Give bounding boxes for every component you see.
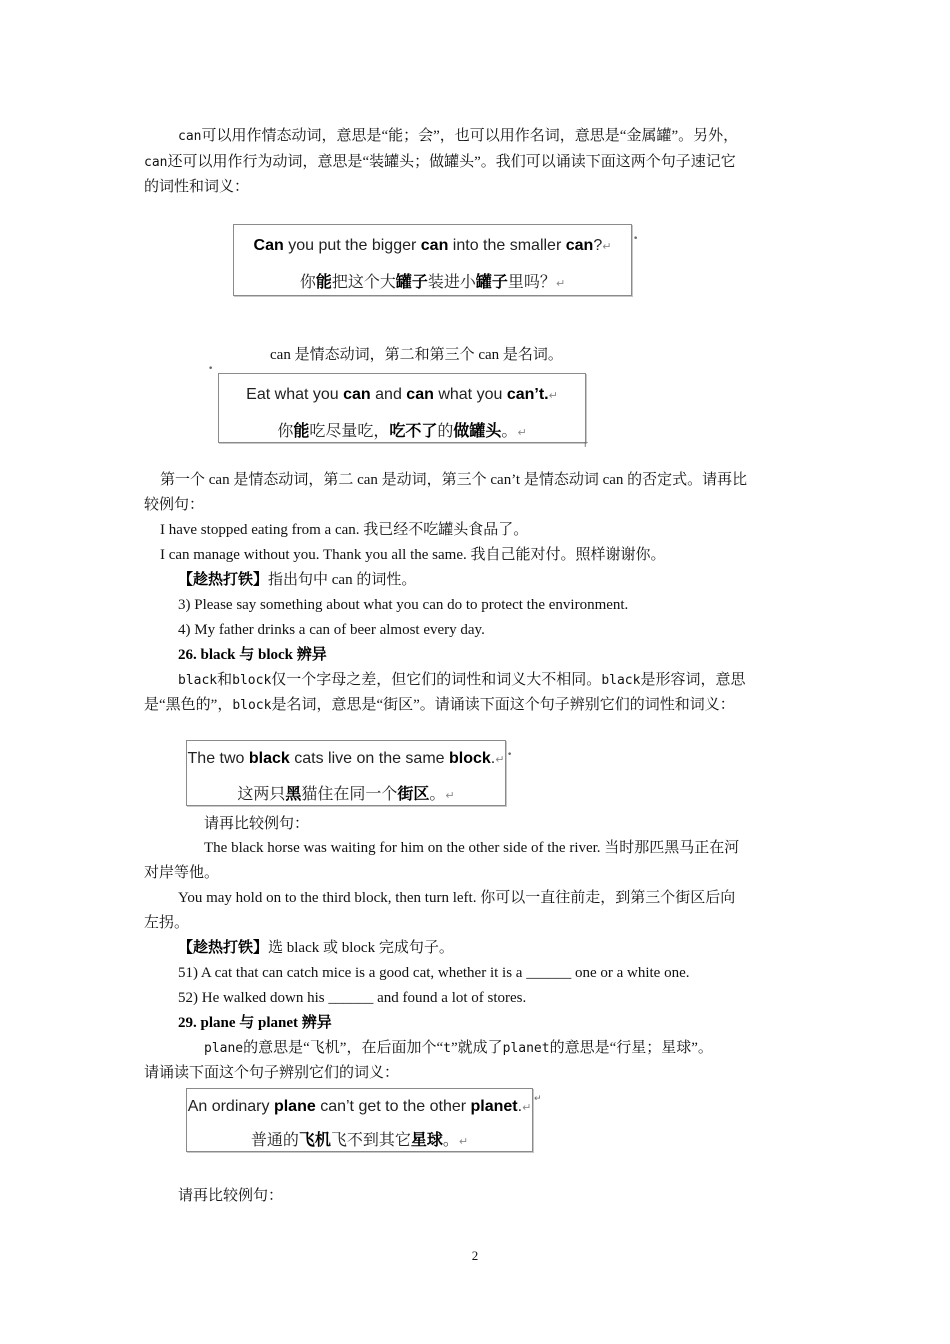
- anchor-mark-icon: •: [208, 364, 214, 374]
- compare-label: 请再比较例句：: [178, 1188, 284, 1204]
- exercise-item: 52) He walked down his ______ and found a lot of stores.: [178, 990, 527, 1006]
- anchor-mark-icon: ↵: [534, 1094, 542, 1104]
- example-chinese: [187, 781, 505, 804]
- keyword: 罐子: [395, 272, 428, 291]
- text: cats live on the same: [289, 750, 449, 767]
- text: 和: [217, 672, 233, 688]
- section-heading: 29. plane 与 planet 辨异: [178, 1015, 332, 1031]
- keyword: can: [565, 237, 594, 254]
- keyword: 黑: [285, 784, 302, 803]
- anchor-mark-icon: •: [633, 234, 639, 244]
- text: 是名词，意思是“街区”。请诵读下面这个句子辨别它们的词性和词义：: [271, 697, 735, 713]
- keyword: block: [449, 750, 491, 767]
- example-english: [234, 237, 631, 255]
- text: 猫住在同一个: [301, 784, 398, 803]
- text: 普通的: [250, 1130, 299, 1149]
- page-number: 2: [471, 1248, 479, 1263]
- example-sentence: I have stopped eating from a can. 我已经不吃罐头食品了。: [160, 522, 529, 538]
- example-sentence: I can manage without you. Thank you all the same. 我自己能对付。照样谢谢你。: [160, 547, 666, 563]
- text: ”就成了: [450, 1040, 503, 1056]
- word-can: can: [144, 155, 168, 170]
- text: 仅一个字母之差，但它们的词性和词义大不相同。: [271, 672, 602, 688]
- text: Eat what you: [246, 386, 344, 403]
- drill-title: 【趁热打铁】: [178, 572, 269, 588]
- keyword: 罐子: [475, 272, 508, 291]
- para1-line3: 的词性和词义：: [144, 179, 250, 195]
- keyword: black: [248, 750, 290, 767]
- para2-line2: 较例句：: [144, 497, 205, 513]
- keyword: can: [343, 386, 371, 403]
- text: can’t get to the other: [315, 1098, 471, 1115]
- example-sentence-cont: 左拐。: [144, 915, 190, 931]
- example-chinese: [219, 418, 585, 441]
- section-text-line2: 请诵读下面这个句子辨别它们的词义：: [144, 1065, 400, 1081]
- return-mark-icon: ↵: [495, 753, 505, 766]
- exercise-item: 4) My father drinks a can of beer almost every day.: [178, 622, 485, 638]
- keyword: 能: [315, 272, 332, 291]
- example-chinese: [234, 269, 631, 292]
- example-sentence: You may hold on to the third block, then turn left. 你可以一直往前走，到第三个街区后向: [178, 890, 736, 906]
- section-heading: 26. black 与 block 辨异: [178, 647, 327, 663]
- compare-label: 请再比较例句：: [204, 816, 310, 832]
- return-mark-icon: ↵: [548, 389, 558, 402]
- keyword: plane: [273, 1098, 316, 1115]
- text: into the smaller: [448, 237, 566, 254]
- text: 飞不到其它: [330, 1130, 411, 1149]
- para2-line1: 第一个 can 是情态动词，第二 can 是动词，第三个 can’t 是情态动词 can 的否定式。请再比: [160, 472, 748, 488]
- example-sentence: The black horse was waiting for him on the other side of the river. 当时那匹黑马正在河: [204, 840, 740, 856]
- text: 的意思是“行星；星球”。: [549, 1040, 713, 1056]
- example-chinese: [187, 1127, 532, 1150]
- word-plane: plane: [204, 1041, 244, 1056]
- keyword: 星球: [410, 1130, 443, 1149]
- return-mark-icon: ↵: [458, 1135, 469, 1148]
- return-mark-icon: ↵: [555, 277, 566, 290]
- example-english: [187, 1098, 532, 1116]
- text: 把这个大: [331, 272, 396, 291]
- para1-line2: [144, 152, 736, 173]
- example-english: [187, 750, 505, 768]
- text: .: [517, 1098, 523, 1115]
- exercise-item: 51) A cat that can catch mice is a good cat, whether it is a ______ one or a white one.: [178, 965, 690, 981]
- text: 。: [501, 421, 518, 440]
- text: 的意思是“飞机”，在后面加个“: [243, 1040, 444, 1056]
- text: what you: [433, 386, 507, 403]
- letter-t: t: [443, 1041, 451, 1056]
- text: The two: [187, 750, 249, 767]
- word-black: black: [601, 673, 641, 688]
- keyword: 街区: [397, 784, 430, 803]
- section-text-line1: [204, 1038, 713, 1059]
- word-planet: planet: [502, 1041, 550, 1056]
- keyword: Can: [253, 237, 284, 254]
- word-block: block: [232, 698, 272, 713]
- text: 可以用作情态动词，意思是“能；会”，也可以用作名词，意思是“金属罐”。另外，: [201, 128, 739, 144]
- text: 装进小: [427, 272, 476, 291]
- text: you put the bigger: [283, 237, 421, 254]
- example-box-can: [233, 224, 632, 296]
- section-text-line2: [144, 695, 735, 716]
- keyword: can’t.: [506, 386, 549, 403]
- keyword: can: [406, 386, 434, 403]
- text: 你: [277, 421, 294, 440]
- example-box-plane-planet: [186, 1088, 533, 1152]
- return-mark-icon: ↵: [445, 789, 455, 802]
- example-box-can-2: [218, 373, 586, 443]
- text: 是形容词，意思: [640, 672, 746, 688]
- keyword: 飞机: [298, 1130, 331, 1149]
- text: 吃尽量吃，: [309, 421, 390, 440]
- text: ?: [593, 237, 603, 254]
- drill-instruction: 选 black 或 block 完成句子。: [268, 940, 454, 956]
- return-mark-icon: ↵: [602, 240, 612, 253]
- exercise-item: 3) Please say something about what you can do to protect the environment.: [178, 597, 629, 613]
- example-sentence-cont: 对岸等他。: [144, 865, 220, 881]
- anchor-mark-icon: r: [584, 440, 588, 450]
- keyword: 做罐头: [453, 421, 502, 440]
- word-black: black: [178, 673, 218, 688]
- text: 是“黑色的”，: [144, 697, 233, 713]
- text: .: [490, 750, 496, 767]
- drill-heading: [178, 570, 416, 590]
- example-english: [219, 386, 585, 404]
- text: and: [370, 386, 407, 403]
- text: 还可以用作行为动词，意思是“装罐头；做罐头”。我们可以诵读下面这两个句子速记它: [167, 154, 736, 170]
- keyword: planet: [470, 1098, 518, 1115]
- drill-heading: [178, 938, 454, 958]
- text: 你: [299, 272, 316, 291]
- word-block: block: [232, 673, 272, 688]
- note-can-line: can 是情态动词，第二和第三个 can 是名词。: [270, 347, 563, 363]
- text: 这两只: [237, 784, 286, 803]
- text: 。: [442, 1130, 459, 1149]
- section-text-line1: [178, 670, 745, 691]
- drill-instruction: 指出句中 can 的词性。: [268, 572, 417, 588]
- return-mark-icon: ↵: [522, 1101, 532, 1114]
- word-can: can: [178, 129, 202, 144]
- anchor-mark-icon: •: [507, 750, 513, 760]
- para1-line1: [178, 126, 738, 147]
- text: 的: [437, 421, 454, 440]
- text: 里吗？: [507, 272, 556, 291]
- return-mark-icon: ↵: [517, 426, 527, 439]
- text: An ordinary: [187, 1098, 274, 1115]
- keyword: 能: [293, 421, 310, 440]
- keyword: can: [420, 237, 449, 254]
- example-box-black-block: [186, 740, 506, 806]
- keyword: 吃不了: [389, 421, 438, 440]
- text: 。: [429, 784, 446, 803]
- drill-title: 【趁热打铁】: [178, 940, 269, 956]
